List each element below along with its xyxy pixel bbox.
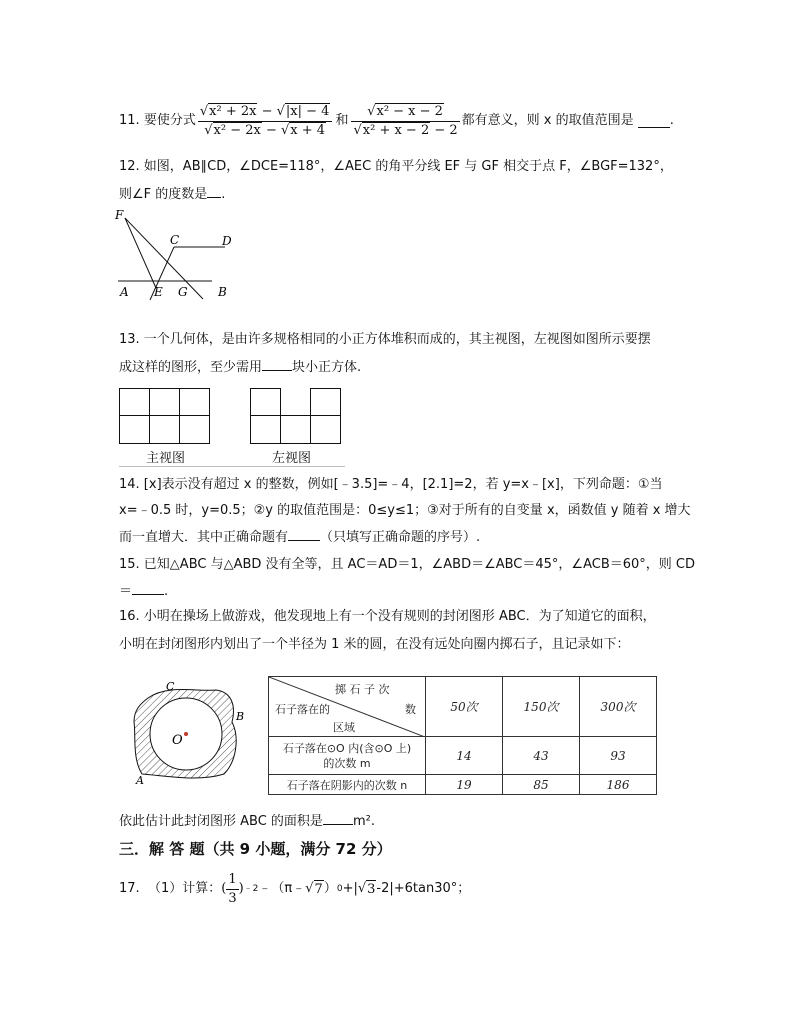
label-D: D (222, 234, 232, 248)
q11-f2-numerator: √x² − x − 2 (367, 103, 443, 119)
q16-line-3: 依此估计此封闭图形 ABC 的面积是 m². (119, 814, 375, 829)
q14-line-2: x=﹣0.5 时，y=0.5；②y 的取值范围是：0≤y≤1；③对于所有的自变量 x，函数值 y 随着 x 增大 (119, 503, 691, 518)
q12-figure (112, 206, 242, 302)
q11-f2-denominator: √x² + x − 2 − 2 (353, 122, 458, 138)
section-3-title: 三．解 答 题（共 9 小题，满分 72 分） (119, 840, 392, 858)
q13-left-label: 左视图 (272, 451, 312, 466)
cell-n-150: 85 (503, 775, 580, 795)
q11-f1-denominator: √x² − 2x − √x + 4 (204, 122, 326, 138)
label-C: C (166, 680, 175, 693)
q17-fraction: $\frac{1}{3}$ (228, 871, 237, 906)
cell-m-300: 93 (580, 737, 657, 775)
q14-answer-blank[interactable] (288, 528, 320, 541)
q11-joiner: 和 (335, 113, 349, 128)
cell-n-50: 19 (426, 775, 503, 795)
q17-line: 17. （1）计算： ( $\frac{1}{3}$ ) ﹣2 ﹣（π﹣ √ 7 ） 0 +| √ 3 -2|+6tan30°； (119, 871, 471, 906)
line-ef (125, 218, 156, 288)
q11-fraction-2 (351, 103, 459, 140)
q16-answer-blank[interactable] (323, 812, 353, 825)
center-dot (184, 732, 188, 736)
table-corner: 掷 石 子 次 数 石子落在的 区域 (269, 677, 426, 737)
q15-line-2: ＝ . (119, 584, 169, 599)
label-A: A (120, 285, 129, 299)
col-50: 50次 (426, 677, 503, 737)
q11-number: 11. (119, 113, 140, 128)
label-B: B (218, 285, 227, 299)
q15-answer-blank[interactable] (132, 582, 164, 595)
q11-lead: 要使分式 (143, 113, 196, 128)
col-300: 300次 (580, 677, 657, 737)
q13-front-label: 主视图 (146, 451, 186, 466)
label-F: F (115, 208, 124, 222)
q16-table (268, 676, 657, 795)
q14-line-1: 14. [x]表示没有超过 x 的整数，例如[﹣3.5]=﹣4，[2.1]=2，若 y=x﹣[x]，下列命题：①当 (119, 477, 663, 492)
label-G: G (178, 285, 188, 299)
cell-n-300: 186 (580, 775, 657, 795)
q15-line-1: 15. 已知△ABC 与△ABD 没有全等，且 AC＝AD＝1，∠ABD＝∠ABC＝45°，∠ACB＝60°，则 CD (119, 557, 696, 572)
q16-shape-figure (128, 678, 254, 786)
q13-left-view (250, 388, 341, 444)
q16-line-2: 小明在封闭图形内划出了一个半径为 1 米的圆，在没有远处向圈内掷石子，且记录如下： (119, 637, 630, 652)
cell-m-50: 14 (426, 737, 503, 775)
q12-answer-blank[interactable] (207, 185, 221, 198)
q11-tail: 都有意义，则 x 的取值范围是 (461, 113, 634, 128)
q13-front-view (119, 388, 210, 444)
q13-line-1: 13. 一个几何体，是由许多规格相同的小正方体堆积而成的，其主视图，左视图如图所示要摆 (119, 332, 651, 347)
q11-line: 11. 要使分式 $\frac{\text{√x² + 2x − √|x| − 4}}{\text{√x² − 2x − √x + 4}}$ 和 $\frac{\text{√x² − x − 2}}{\text{√x² + x − 2 − 2}}$ 都有意义，则 x 的取值范围是 . (119, 103, 674, 138)
q16-line-1: 16. 小明在操场上做游戏，他发现地上有一个没有规则的封闭图形 ABC．为了知道它的面积， (119, 609, 656, 624)
q12-line-1: 12. 如图，AB∥CD，∠DCE=118°，∠AEC 的角平分线 EF 与 GF 相交于点 F，∠BGF=132°， (119, 159, 673, 174)
label-E: E (154, 285, 163, 299)
row-m-label: 石子落在⊙O 内(含⊙O 上) 的次数 m (269, 737, 426, 775)
label-B: B (236, 710, 245, 723)
q12-line-2: 则∠F 的度数是 . (119, 187, 226, 202)
q14-line-3: 而一直增大．其中正确命题有 （只填写正确命题的序号）. (119, 530, 481, 545)
q13-line-2: 成这样的图形，至少需用 块小正方体. (119, 360, 362, 375)
label-O: O (172, 733, 183, 748)
q11-f1-numerator: √x² + 2x − √|x| − 4 (199, 103, 330, 119)
q11-answer-blank[interactable] (638, 115, 670, 128)
label-A: A (136, 774, 144, 786)
label-C: C (170, 233, 180, 247)
line-gf (125, 218, 203, 299)
cell-m-150: 43 (503, 737, 580, 775)
col-150: 150次 (503, 677, 580, 737)
q13-answer-blank[interactable] (262, 358, 292, 371)
q11-fraction-1 (198, 103, 333, 140)
row-n-label: 石子落在阴影内的次数 n (269, 775, 426, 795)
